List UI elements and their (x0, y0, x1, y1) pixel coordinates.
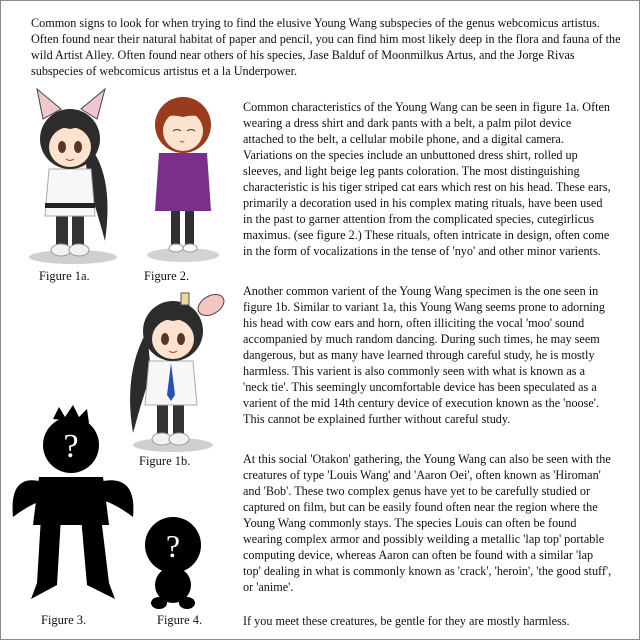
figure-3-question-mark: ? (63, 428, 79, 465)
body-paragraph-1: Common characteristics of the Young Wang can be seen in figure 1a. Often wearing a dress shirt and dark pants with a belt, a palm pilot device attached to the belt, a cellular mobile phone, and a digital camera. Variations on the species include an unbuttoned dress shirt, rolled up sleeves, and light beige leg pants coloration. The most distinguishing characteristic is his tiger striped cat ears which rest on his head. These ears, primarily a decoration used in his complex mating rituals, have been used in the past to garner attention from the complicated species, cutegirlicus maximus. (see figure 2.) These rituals, often intricate in design, often come in the form of vocalizations in the tense of 'nyo' and other minor varients. (243, 100, 611, 258)
figure-3-caption: Figure 3. (41, 613, 87, 627)
intro-paragraph: Common signs to look for when trying to find the elusive Young Wang subspecies of the genus webcomicus artistus. Often found near their natural habitat of paper and pencil, you can find him most likely deep in the flora and fauna of the wild Artist Alley. Often found near others of his species, Jase Balduf of Moonmilkus Artus, and the Jorge Rivas subspecies of webcomicus artistus et a la Underpower. (31, 16, 621, 78)
figure-1b-caption: Figure 1b. (139, 454, 191, 468)
body-paragraph-4: If you meet these creatures, be gentle for they are mostly harmless. (243, 614, 570, 628)
figure-2-image (133, 81, 233, 266)
figure-2-caption: Figure 2. (144, 269, 190, 283)
figure-3-silhouette (9, 405, 137, 609)
body-paragraph-2: Another common varient of the Young Wang specimen is the one seen in figure 1b. Similar to variant 1a, this Young Wang seems prone to adorning his head with cow ears and horn, often illiciting the vocal 'moo' sound accompanied by much random dancing. During such times, he may seem dangerous, but as many have learned through careful study, he is mostly harmless. This varient is also commonly seen with what is known as a 'neck tie'. This seemingly uncomfortable device has been speculated as a varient of the mid 14th century device of execution known as the 'noose'. This cannot be explained further without careful study. (243, 284, 605, 426)
figure-1a-image (15, 81, 133, 266)
figure-4-question-mark: ? (165, 528, 181, 564)
figure-4-silhouette (141, 511, 205, 611)
body-paragraph-3: At this social 'Otakon' gathering, the Young Wang can also be seen with the creatures of type 'Louis Wang' and 'Aaron Oei', often known as 'Hiroman' and 'Bob'. These two complex genus have yet to be carefully studied or captured on film, but can be easily found often near the region where the Young Wang commonly stays. The species Louis can often be found wearing complex armor and possibly weilding a metallic 'lap top' portable computing device, whereas Aaron can often be found with a similar 'lap top' dealing in what is commonly known as 'crack', 'heroin', 'the good stuff', or 'anime'. (243, 452, 612, 594)
figure-1a-caption: Figure 1a. (39, 269, 90, 283)
figure-4-caption: Figure 4. (157, 613, 203, 627)
